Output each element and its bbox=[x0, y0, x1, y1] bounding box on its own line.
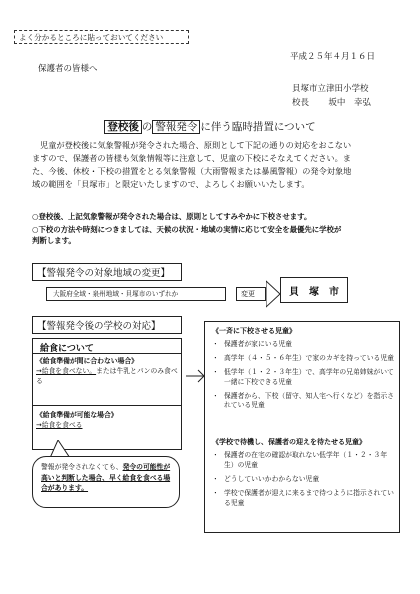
title-part4: に伴う臨時措置について bbox=[200, 121, 316, 133]
lunch-divider bbox=[32, 353, 182, 354]
page-title bbox=[0, 119, 420, 134]
lunch-divider-2 bbox=[32, 405, 182, 406]
principal-name: 坂中 幸弘 bbox=[328, 98, 371, 108]
principal bbox=[292, 98, 371, 109]
area-new: 貝 塚 市 bbox=[280, 277, 348, 303]
notice-tag: よく分かるところに貼っておいてください bbox=[14, 30, 189, 44]
date: 平成２５年４月１６日 bbox=[290, 52, 376, 62]
section-school-response-heading: 【警報発令後の学校の対応】 bbox=[32, 316, 182, 334]
lunch-heading: 給食について bbox=[40, 344, 94, 354]
list-item: ・ 保護者が家にいる児童 bbox=[212, 340, 396, 350]
list-item: ・ どうしていいかわからない児童 bbox=[212, 475, 396, 485]
list-item: ・ 低学年（１・２・３年生）で、高学年の兄弟姉妹がいて一緒に下校できる児童 bbox=[212, 368, 396, 388]
change-label: 変更 bbox=[236, 287, 266, 301]
section-area-change-heading: 【警報発令の対象地域の変更】 bbox=[32, 263, 182, 281]
intro-line: 域の範囲を「貝塚市」と限定いたしますので、よろしくお願いいたします。 bbox=[32, 179, 310, 190]
arrow-right-icon bbox=[266, 277, 280, 311]
lunch-case-2: 《給食準備が可能な場合》 →給食を食べる bbox=[36, 411, 118, 430]
school-name: 貝塚市立津田小学校 bbox=[292, 84, 369, 94]
lunch-case-1: 《給食準備が間に合わない場合》 →給食を食べない。または牛乳とパンのみ食べる bbox=[36, 357, 178, 386]
list-item: ・ 保護者から、下校（留守、知人宅へ行くなど）を指示されている児童 bbox=[212, 392, 396, 412]
list-item: ・ 学校で保護者が迎えに来るまで待つように指示されている児童 bbox=[212, 489, 396, 509]
intro-line: た、今後、休校・下校の措置をとる気象警報（大雨警報または暴風警報）の発令対象地 bbox=[32, 166, 352, 177]
recipient: 保護者の皆様へ bbox=[38, 64, 98, 74]
area-old: 大阪府全域・泉州地域・貝塚市のいずれか bbox=[46, 287, 226, 301]
lunch-box bbox=[32, 338, 182, 450]
intro-line: 児童が登校後に気象警報が発令された場合、原則として下記の通りの対応をおこない bbox=[40, 140, 352, 150]
group-2-heading: 《学校で待機し、保護者の迎えを待たせる児童》 bbox=[212, 438, 366, 446]
group-1-heading: 《一斉に下校させる児童》 bbox=[212, 327, 296, 335]
list-item: ・ 高学年（４・５・６年生）で家のカギを持っている児童 bbox=[212, 354, 396, 364]
intro-paragraph bbox=[32, 139, 392, 192]
note-1: ○登校後、上記気象警報が発令された場合は、原則としてすみやかに下校させます。 bbox=[32, 212, 312, 221]
dismissal-group-2 bbox=[212, 437, 396, 512]
list-item: ・ 保護者の在宅の確認が取れない低学年（１・２・３年生）の児童 bbox=[212, 451, 396, 471]
dismissal-group-1 bbox=[212, 326, 396, 415]
speech-bubble: 警報が発令されなくても、発令の可能性が高いと判断した場合、早く給食を食べる場合があります。 bbox=[32, 456, 180, 508]
title-part1: 登校後 bbox=[104, 120, 142, 134]
principal-title: 校長 bbox=[292, 98, 310, 108]
intro-line: ますので、保護者の皆様も気象情報等に注意して、児童の下校にそなえてください。ま bbox=[32, 153, 351, 164]
title-part2: の bbox=[141, 121, 153, 133]
title-part3: 警報発令 bbox=[152, 120, 200, 134]
arrow-right-icon-2 bbox=[186, 346, 204, 406]
note-2: ○下校の方法や時刻につきましては、天候の状況・地域の実情に応じて安全を最優先に学校が 判断します。 bbox=[32, 225, 342, 246]
